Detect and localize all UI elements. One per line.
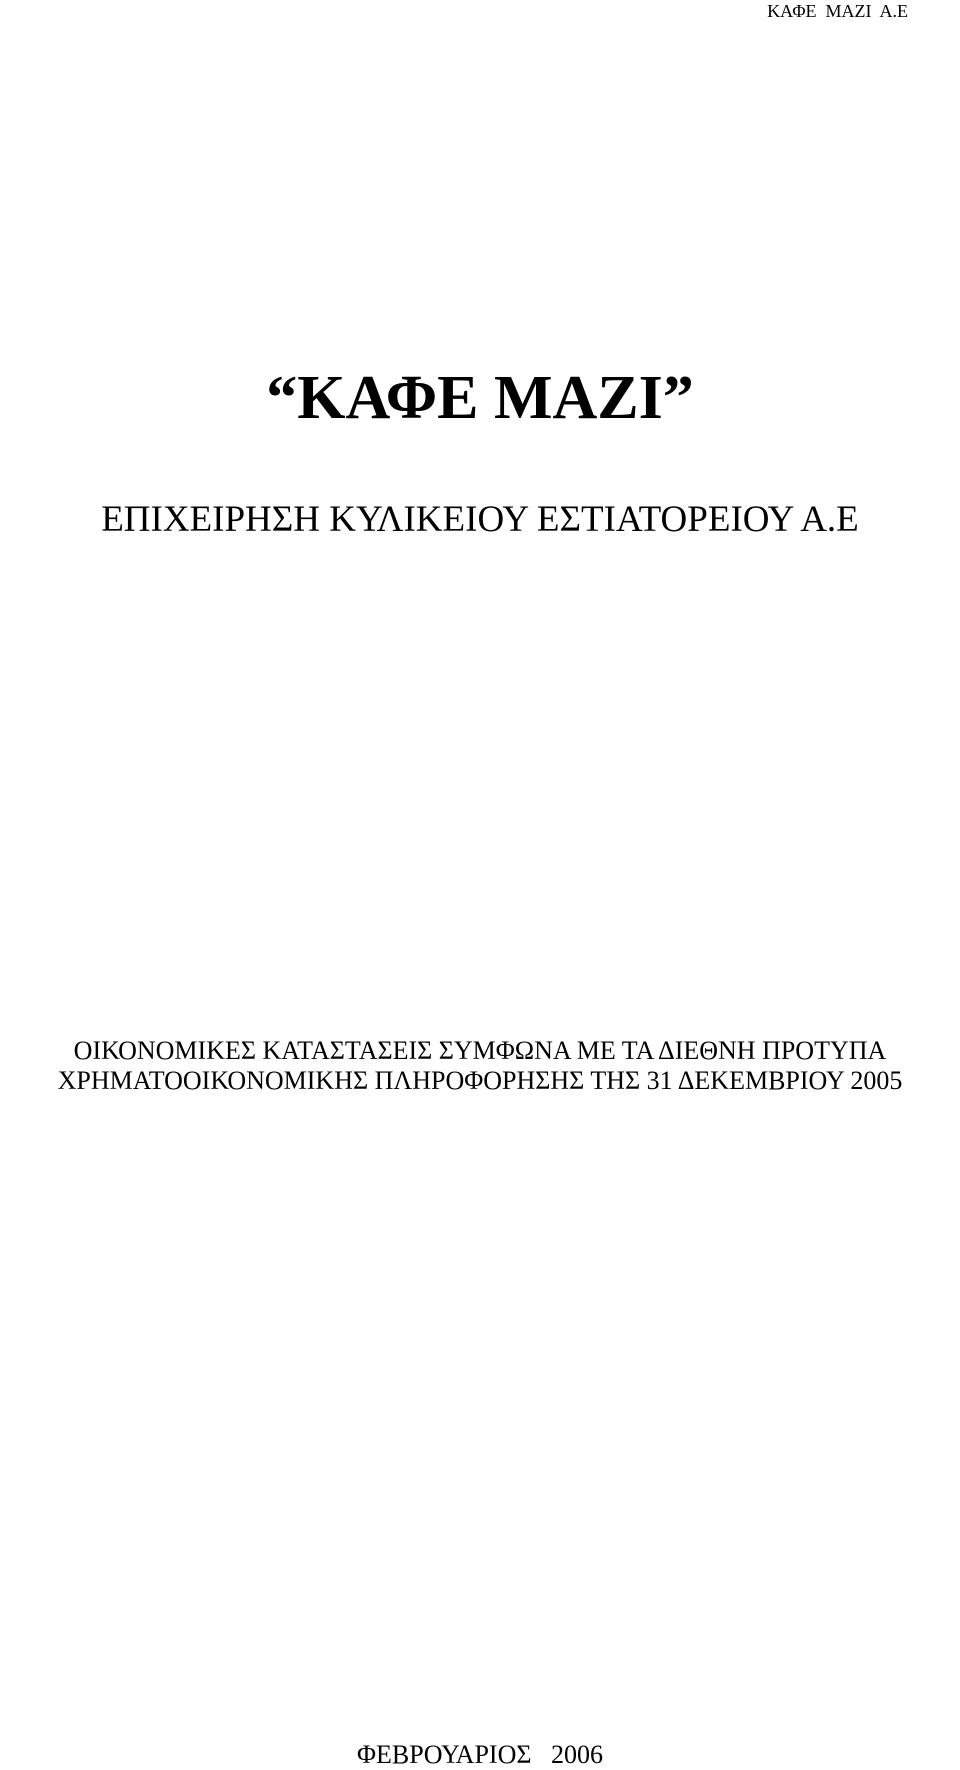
- company-description: ΕΠΙΧΕΙΡΗΣΗ ΚΥΛΙΚΕΙΟΥ ΕΣΤΙΑΤΟΡΕΙΟΥ Α.Ε: [101, 499, 859, 540]
- running-header: ΚΑΦΕ ΜΑΖΙ Α.Ε: [767, 1, 908, 21]
- publication-date: ΦΕΒΡΟΥΑΡΙΟΣ 2006: [357, 1740, 603, 1769]
- statement-line: ΟΙΚΟΝΟΜΙΚΕΣ ΚΑΤΑΣΤΑΣΕΙΣ ΣΥΜΦΩΝΑ ΜΕ ΤΑ ΔΙΕΘΝΗ ΠΡΟΤΥΠΑ: [73, 1036, 887, 1065]
- page-title: “ΚΑΦΕ ΜΑΖΙ”: [266, 364, 694, 432]
- statement-line: ΧΡΗΜΑΤΟΟΙΚΟΝΟΜΙΚΗΣ ΠΛΗΡΟΦΟΡΗΣΗΣ ΤΗΣ 31 ΔΕΚΕΜΒΡΙΟΥ 2005: [57, 1066, 903, 1095]
- statement-description: [0, 1036, 960, 1096]
